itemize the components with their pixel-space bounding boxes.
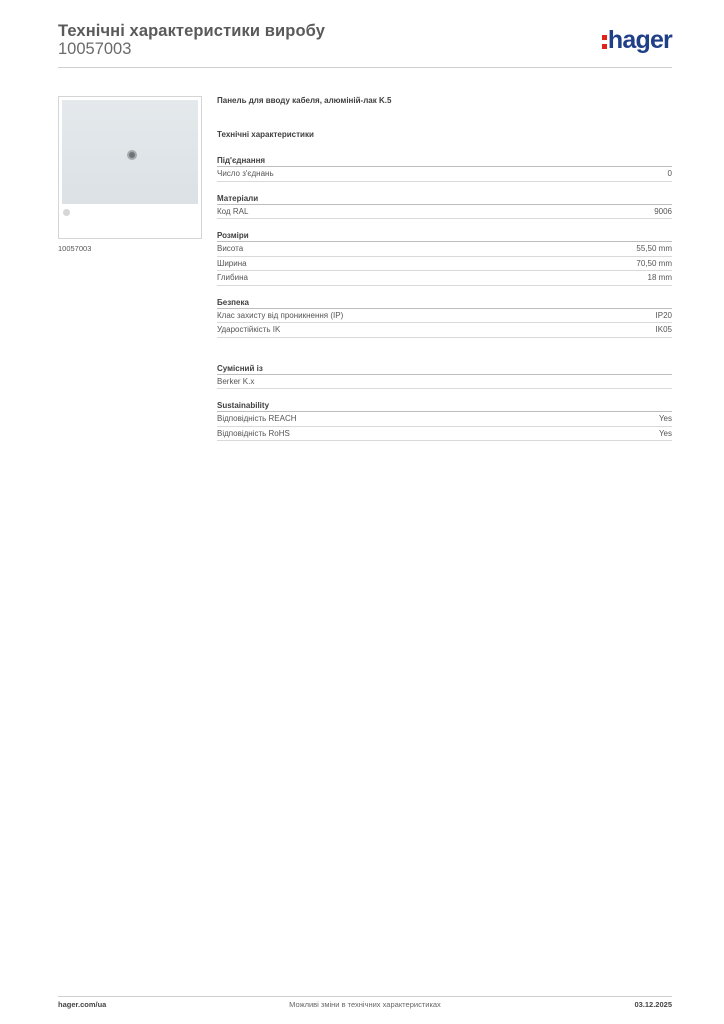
spec-row [217,205,672,220]
spec-value: Yes [658,414,672,424]
spec-row [217,271,672,286]
spec-label: Ударостійкість IK [217,325,281,335]
group-title: Sustainability [217,401,672,412]
logo-text: hager [607,26,672,54]
group-title: Розміри [217,231,672,242]
spec-value: IP20 [655,310,672,320]
spec-label: Число з'єднань [217,169,274,179]
cable-hole-icon [127,150,137,160]
hager-logo [602,27,672,53]
spec-row [217,323,672,338]
spec-row [217,309,672,324]
group-title: Безпека [217,298,672,309]
spec-value: IK05 [655,325,672,335]
spec-label: Відповідність RoHS [217,428,290,438]
group-title: Сумісний із [217,364,672,375]
spec-row [217,412,672,427]
footer-website-link[interactable]: hager.com/ua [58,1000,107,1009]
group-title: Під'єднання [217,156,672,167]
spec-group-compatible [217,364,672,390]
product-number: 10057003 [58,40,132,58]
cable-entry-panel-picture [62,100,198,204]
footer-date: 03.12.2025 [634,1000,672,1009]
spec-group-materials [217,194,672,220]
page-header [58,20,672,68]
spec-label: Ширина [217,258,247,268]
spec-row [217,167,672,182]
spec-value: 9006 [654,206,672,216]
spec-value: 55,50 mm [636,244,672,254]
spec-label: Код RAL [217,206,249,216]
spec-value: 18 mm [647,273,672,283]
spec-label: Відповідність REACH [217,414,297,424]
group-title: Матеріали [217,194,672,205]
spec-label: Клас захисту від проникнення (IP) [217,310,344,320]
spec-row [217,427,672,442]
spec-value: 70,50 mm [636,258,672,268]
spec-group-dimensions [217,231,672,286]
spec-content [217,96,672,441]
spec-label: Глибина [217,273,248,283]
spec-value: 0 [667,169,672,179]
section-title: Технічні характеристики [217,130,314,139]
page-footer [58,996,672,1010]
spec-group-safety [217,298,672,338]
spec-row [217,375,672,390]
spec-group-connection [217,156,672,182]
spec-row [217,257,672,272]
image-caption: 10057003 [58,244,92,253]
product-name: Панель для вводу кабеля, алюміній-лак K.5 [217,96,392,105]
image-carousel-dot-icon [63,209,70,216]
footer-disclaimer: Можливі зміни в технічних характеристиках [289,1000,441,1009]
spec-row [217,242,672,257]
product-image [58,96,202,239]
page-title: Технічні характеристики виробу [58,22,325,40]
spec-label: Висота [217,244,244,254]
logo-dots-icon [602,33,607,49]
spec-label: Berker K.x [217,376,255,386]
spec-group-sustainability [217,401,672,441]
spec-value: Yes [658,428,672,438]
